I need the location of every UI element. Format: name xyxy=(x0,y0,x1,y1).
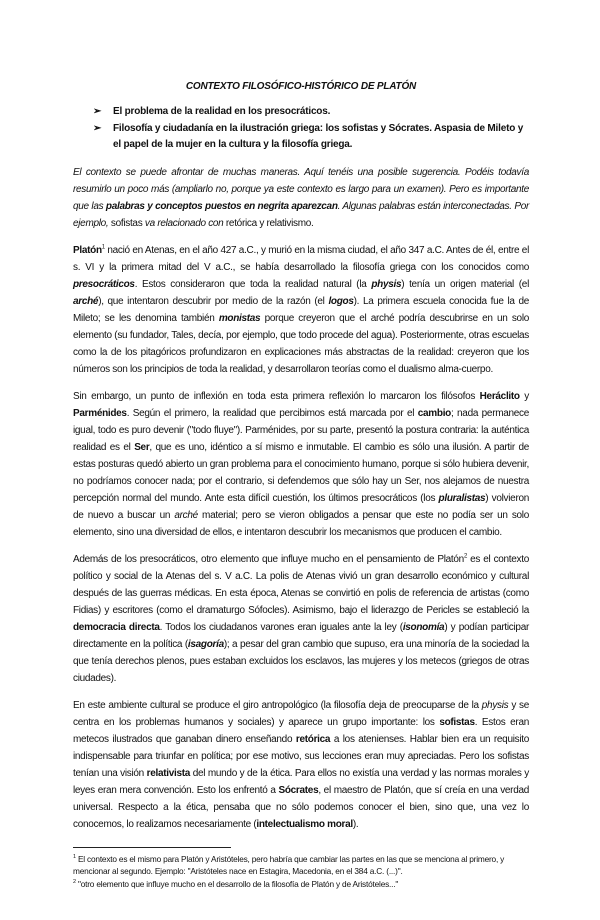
text-run: palabras y conceptos puestos en negrita aparezcan xyxy=(105,200,338,212)
topic-text: Filosofía y ciudadanía en la ilustración griega: los sofistas y Sócrates. Aspasia de Mileto y el papel de la mujer en la cultura y la filosofía griega. xyxy=(113,122,524,150)
document-page xyxy=(73,0,529,920)
text-run: y se centra en los problemas humanos y sociales) y aparece un grupo importante: los xyxy=(73,699,529,728)
page-title: CONTEXTO FILOSÓFICO-HISTÓRICO DE PLATÓN xyxy=(185,81,417,92)
text-run: , que es uno, idéntico a sí mismo e inmutable. El cambio es sólo una ilusión. A partir de estas posturas quedó abierto un gran problema para el conocimiento humano, porque si sólo hubiera devenir, no podríamos conocer nada; por el contrario, si defendemos que sólo hay un Ser, nos alejamos de nuestra percepción normal del mundo. Ante esta difícil cuestión, los últimos presocráticos (los xyxy=(73,441,529,504)
text-run: intelectualismo moral xyxy=(256,818,353,830)
paragraph xyxy=(73,242,529,378)
paragraph xyxy=(73,551,529,687)
text-run: Ser xyxy=(134,441,150,453)
text-run: a los atenienses. Hablar bien era un requisito indispensable para triunfar en política; por ese motivo, sus lecciones eran muy apreciadas. Pero los sofistas tenían una visión xyxy=(73,733,529,779)
text-run: ). La primera escuela conocida fue la de Mileto; se les denomina también xyxy=(73,295,529,324)
footnote-reference: 2 xyxy=(463,553,467,560)
text-run: isonomía xyxy=(402,621,445,633)
text-run: sofistas xyxy=(110,217,145,229)
footnote xyxy=(73,878,533,891)
text-run: . Algunas palabras están interconectadas. Por ejemplo, xyxy=(73,200,529,229)
text-run: sofistas xyxy=(439,716,475,728)
text-run: . Estos consideraron que toda la realidad natural (la xyxy=(134,278,372,290)
footnote-separator xyxy=(73,847,231,848)
arrow-bullet-icon: ➢ xyxy=(93,122,102,134)
text-run: ; nada permanece igual, todo es puro devenir ("todo fluye"). Parménides, por su parte, presentó la postura contraria: la auténtica realidad es el xyxy=(73,407,529,453)
text-run: . Todos los ciudadanos varones eran iguales ante la ley ( xyxy=(159,621,403,633)
text-run: arché xyxy=(174,509,198,521)
text-run: pluralistas xyxy=(438,492,486,504)
text-run: va relacionado con xyxy=(144,217,226,229)
footnote-mark: 2 xyxy=(73,878,76,885)
topic-item xyxy=(73,104,529,121)
text-run: Sócrates xyxy=(278,784,319,796)
text-run: relativista xyxy=(146,767,191,779)
text-run: isagoría xyxy=(187,638,224,650)
text-run: physis xyxy=(481,699,509,711)
text-run: Platón xyxy=(73,244,102,256)
text-run: retórica xyxy=(295,733,331,745)
text-run: ), que intentaron descubrir por medio de la razón (el xyxy=(98,295,329,307)
text-run: nació en Atenas, en el año 427 a.C., y murió en la misma ciudad, el año 347 a.C. Antes de él, entre el s. VI y la primera mitad del V a.C., se había desarrollado la filosofía griega con los conocidos como xyxy=(73,244,529,273)
body-text xyxy=(73,164,529,833)
paragraph xyxy=(73,164,529,232)
footnote xyxy=(73,853,533,878)
text-run: retórica y relativismo. xyxy=(225,217,314,229)
text-run: Parménides xyxy=(73,407,127,419)
paragraph xyxy=(73,388,529,541)
text-run: y xyxy=(519,390,529,402)
text-run: logos xyxy=(328,295,354,307)
arrow-bullet-icon: ➢ xyxy=(93,106,102,117)
text-run: Sin embargo, un punto de inflexión en toda esta primera reflexión lo marcaron los filósofos xyxy=(73,390,480,402)
text-run: . Estos eran metecos ilustrados que ganaban dinero enseñando xyxy=(73,716,529,745)
topic-text: El problema de la realidad en los presocráticos. xyxy=(113,106,331,117)
text-run: ) volvieron de nuevo a buscar un xyxy=(73,492,529,521)
text-run: del mundo y de la ética. Para ellos no existía una verdad y las normas morales y leyes eran mera convención. Esto los enfrentó a xyxy=(73,767,529,796)
text-run: porque creyeron que el arché podría descubrirse en un solo elemento (su fundador, Tales, decía, por ejemplo, que todo procede del agua). Posteriormente, otras escuelas como la de los pitagóricos profundizaron en explicaciones más abstractas de la realidad: creyeron que los números son los principios de toda la realidad, y desarrollaron teorías como el dualismo alma-cuerpo. xyxy=(73,312,530,375)
paragraph xyxy=(73,697,529,833)
text-run: El contexto se puede afrontar de muchas maneras. Aquí tenéis una posible sugerencia. Podéis todavía resumirlo un poco más (ampliarlo no, porque ya este contexto es largo para un examen). Pero es importante que las xyxy=(73,166,529,212)
text-run: democracia directa xyxy=(73,621,160,633)
text-run: ) tenía un origen material (el xyxy=(401,278,529,290)
footnote-text: "otro elemento que influye mucho en el desarrollo de la filosofía de Platón y de Aristóteles..." xyxy=(77,878,399,889)
text-run: monistas xyxy=(218,312,261,324)
text-run: , el maestro de Platón, que sí creía en una verdad universal. Respecto a la ética, pensaba que no sólo podemos conocer el bien, sino que, una vez lo conocemos, lo realizamos necesariamente ( xyxy=(73,784,530,830)
footnote-text: El contexto es el mismo para Platón y Aristóteles, pero habría que cambiar las partes en las que se menciona al primero, y mencionar al segundo. Ejemplo: "Aristóteles nace en Estagira, Macedonia, en el 384 a.C. (...)". xyxy=(73,853,505,876)
footnotes xyxy=(73,853,533,891)
text-run: Además de los presocráticos, otro elemento que influye mucho en el pensamiento de Platón xyxy=(73,553,464,565)
text-run: presocráticos xyxy=(73,278,135,290)
text-run: physis xyxy=(371,278,402,290)
text-run: ) y podían participar directamente en la política ( xyxy=(73,621,529,650)
text-run: arché xyxy=(73,295,99,307)
footnote-mark: 1 xyxy=(73,853,76,860)
text-run: Heráclito xyxy=(479,390,520,402)
text-run: es el contexto político y social de la Atenas del s. V a.C. La polis de Atenas vivió un gran desarrollo económico y cultural después de las guerras médicas. En esta época, Atenas se convirtió en polis de referencia de artistas (como Fidias) y escritores (como el dramaturgo Sófocles). Asimismo, bajo el liderazgo de Pericles se estableció la xyxy=(73,553,529,616)
text-run: . Según el primero, la realidad que percibimos está marcada por el xyxy=(126,407,418,419)
text-run: ). xyxy=(352,818,359,830)
topic-list xyxy=(73,104,529,154)
topic-item xyxy=(73,121,529,154)
text-run: cambio xyxy=(417,407,451,419)
text-run: ); a pesar del gran cambio que supuso, era una minoría de la sociedad la que tenía derechos plenos, pues estaban excluidos los esclavos, las mujeres y los metecos (griegos de otras ciudades). xyxy=(73,638,529,684)
footnote-reference: 1 xyxy=(101,244,105,251)
text-run: En este ambiente cultural se produce el giro antropológico (la filosofía deja de preocuparse de la xyxy=(73,699,482,711)
text-run: material; pero se vieron obligados a pensar que este no podía ser un solo elemento, sino una diversidad de ellos, e intentaron descubrir los mecanismos que producen el cambio. xyxy=(73,509,529,538)
